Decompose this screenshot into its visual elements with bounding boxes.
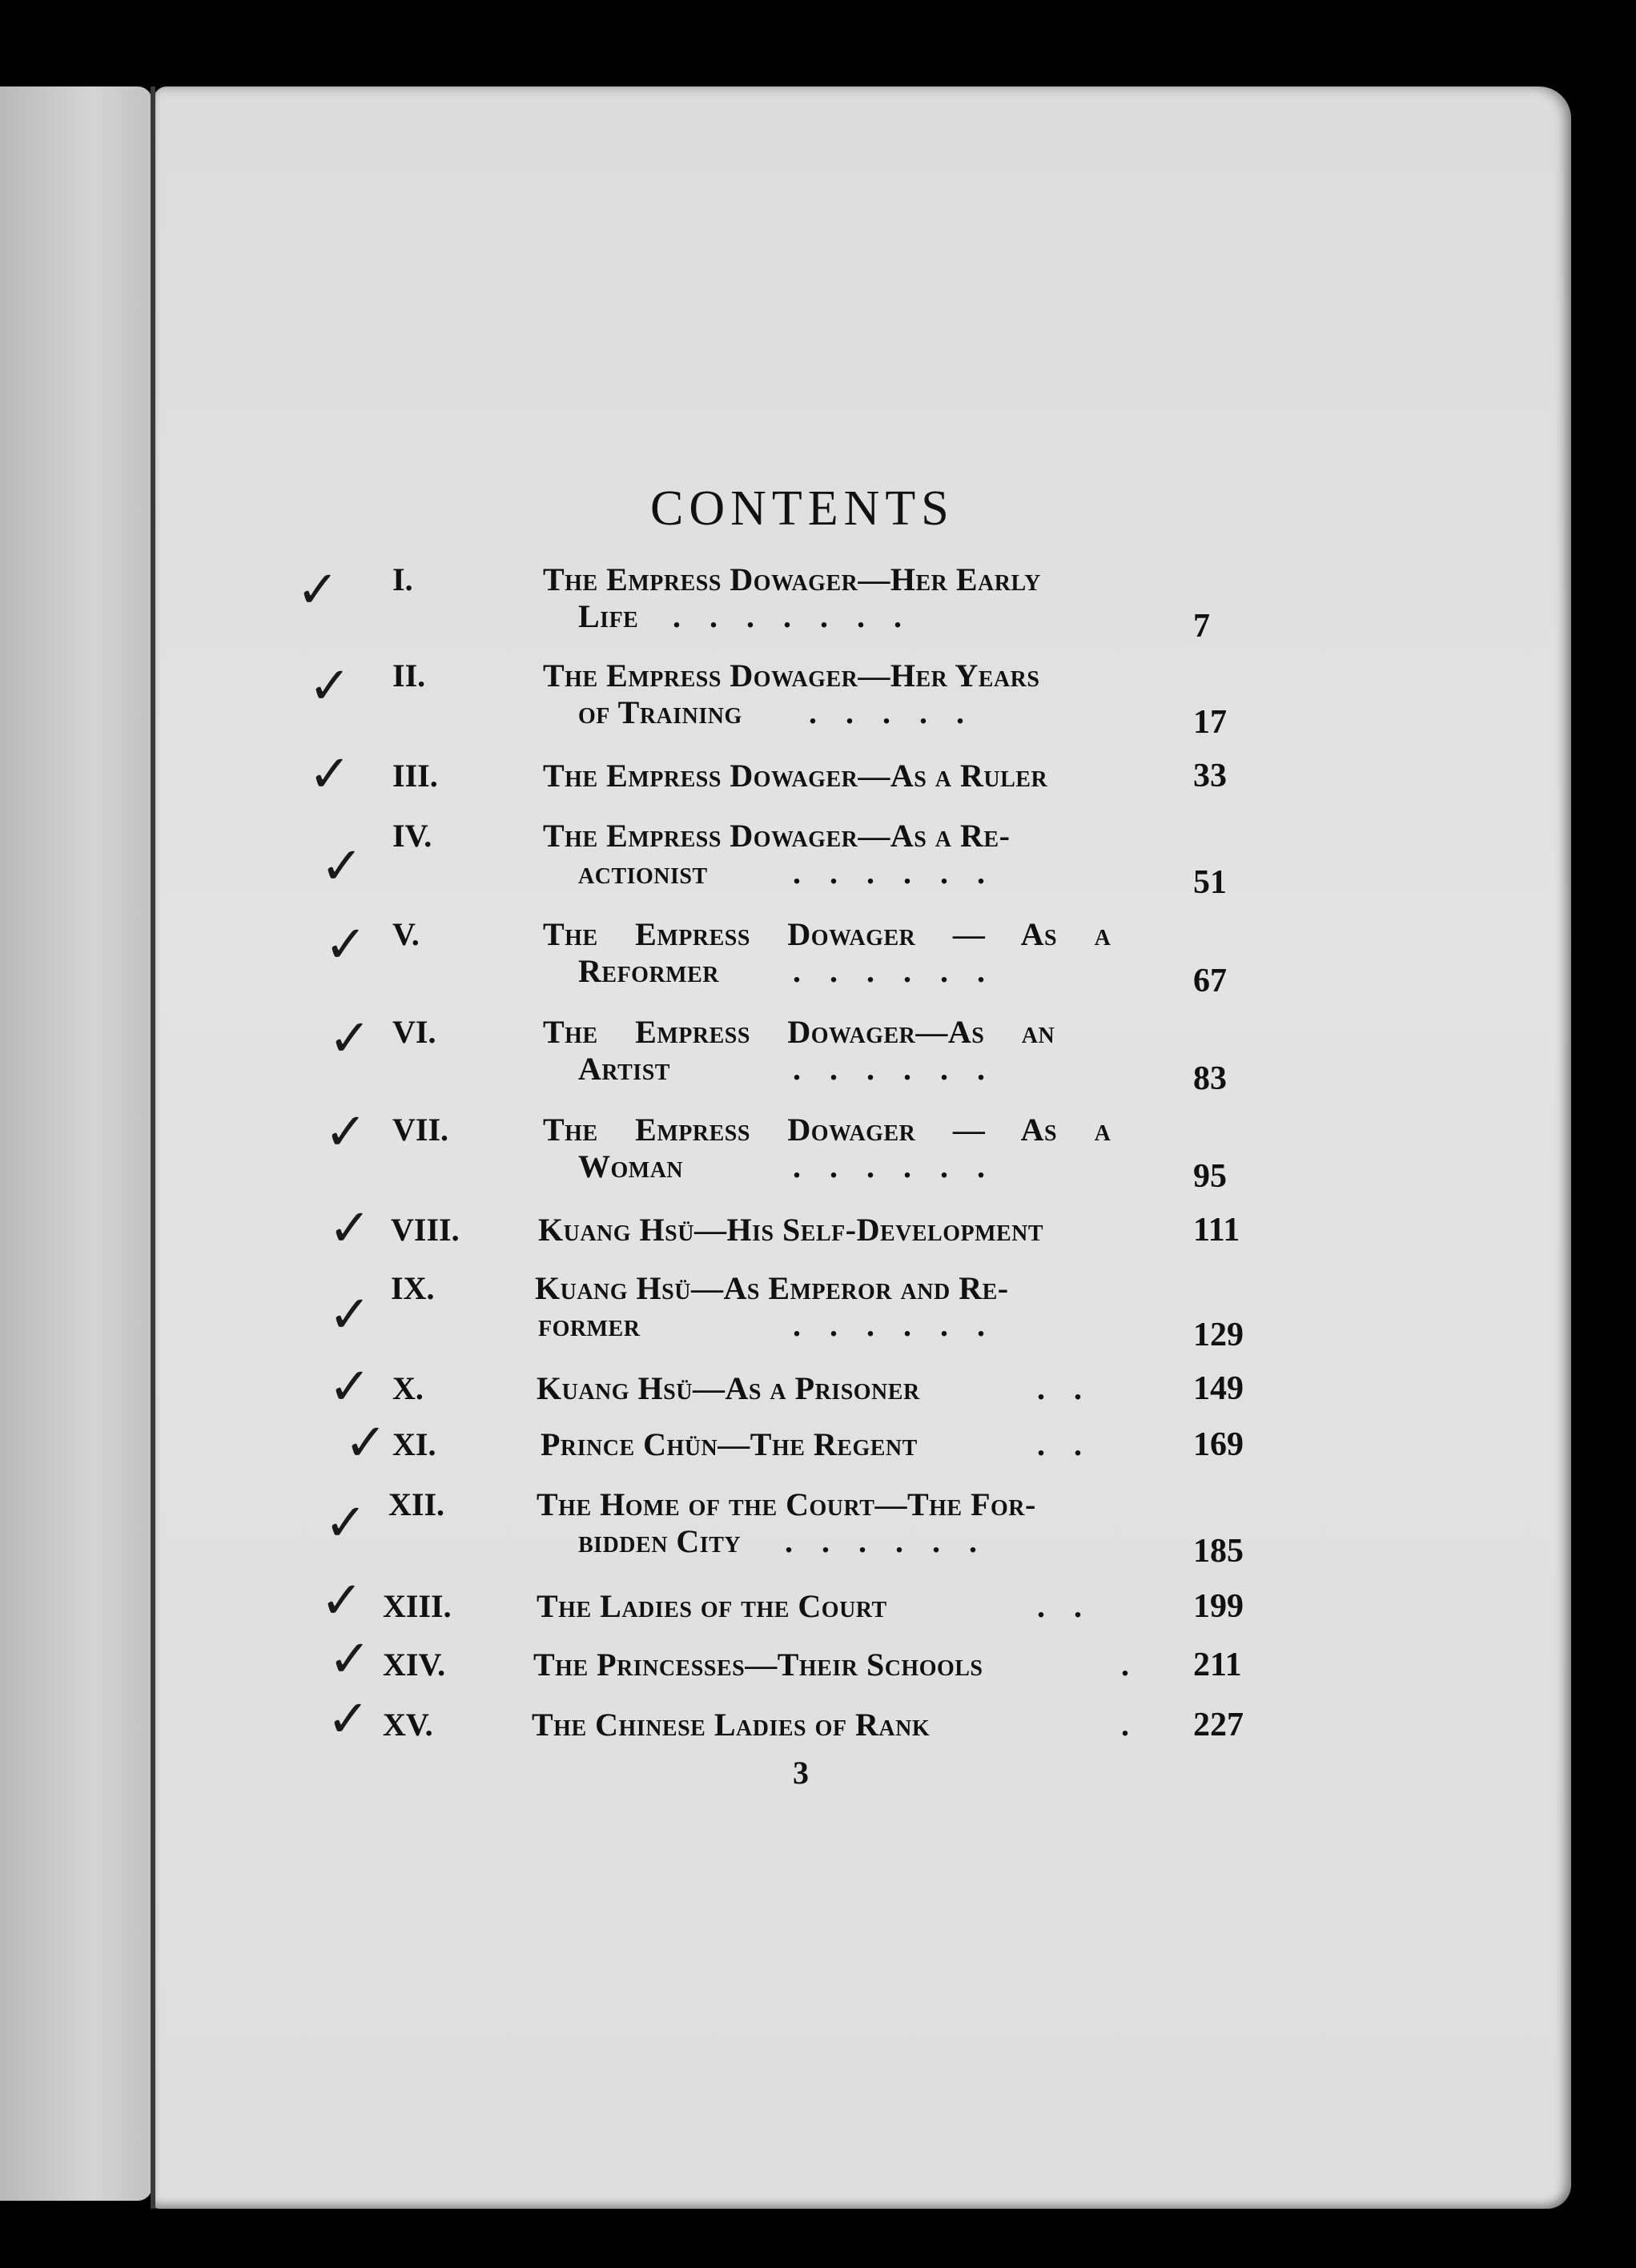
chapter-title: The Empress Dowager—Her Years (543, 657, 1040, 694)
chapter-numeral: XI. (392, 1426, 436, 1462)
chapter-title: The Chinese Ladies of Rank (532, 1707, 931, 1743)
page-ref: 185 (1193, 1533, 1244, 1570)
chapter-title: The Ladies of the Court (537, 1588, 887, 1624)
chapter-title: Kuang Hsü—His Self-Development (538, 1212, 1044, 1248)
leader-dots: .. (1037, 1588, 1111, 1624)
checkmark-icon: ✓ (324, 915, 368, 975)
leader-dots: ...... (793, 855, 1014, 891)
chapter-title: Kuang Hsü—As Emperor and Re- (535, 1270, 1009, 1306)
checkmark-icon: ✓ (327, 1690, 370, 1749)
chapter-title-continued: bidden City (578, 1523, 742, 1559)
leader-dots: ..... (809, 694, 993, 730)
page-ref: 67 (1193, 963, 1227, 999)
leader-dots: ...... (793, 1307, 1014, 1343)
checkmark-icon: ✓ (328, 1630, 372, 1689)
chapter-title-continued: former (538, 1307, 641, 1343)
chapter-numeral: VIII. (391, 1212, 460, 1248)
chapter-numeral: V. (392, 916, 420, 952)
chapter-numeral: X. (392, 1370, 424, 1406)
leader-dots: . (1121, 1707, 1158, 1743)
chapter-title-continued: actionist (578, 855, 708, 891)
chapter-title-continued: Artist (578, 1051, 670, 1087)
page-ref: 95 (1193, 1158, 1227, 1195)
chapter-title-continued: of Training (578, 694, 742, 730)
page-ref: 211 (1193, 1647, 1242, 1683)
page-ref: 149 (1193, 1370, 1244, 1407)
chapter-title: The Empress Dowager—As an (543, 1014, 1055, 1050)
contents-heading: CONTENTS (650, 481, 955, 536)
checkmark-icon: ✓ (296, 561, 340, 620)
leader-dots: .. (1037, 1426, 1111, 1462)
chapter-title-continued: Reformer (578, 953, 719, 989)
page-ref: 129 (1193, 1317, 1244, 1353)
chapter-title: The Empress Dowager—As a Ruler (543, 758, 1048, 794)
page-ref: 227 (1193, 1707, 1244, 1743)
chapter-numeral: VI. (392, 1014, 436, 1050)
checkmark-icon: ✓ (328, 1285, 372, 1345)
checkmark-icon: ✓ (324, 1103, 368, 1162)
checkmark-icon: ✓ (308, 745, 352, 804)
leader-dots: ...... (793, 1148, 1014, 1184)
chapter-numeral: XV. (383, 1707, 433, 1743)
leader-dots: ...... (785, 1523, 1006, 1559)
chapter-title: The Princesses—Their Schools (533, 1647, 983, 1683)
page-ref: 83 (1193, 1060, 1227, 1097)
chapter-numeral: II. (392, 657, 426, 694)
checkmark-icon: ✓ (328, 1009, 372, 1068)
chapter-numeral: III. (392, 758, 438, 794)
page-ref: 111 (1193, 1212, 1240, 1249)
checkmark-icon: ✓ (324, 1494, 368, 1553)
chapter-numeral: IV. (392, 818, 432, 854)
chapter-title-continued: Life (578, 598, 639, 634)
chapter-title: The Empress Dowager—As a Re- (543, 818, 1011, 854)
chapter-title-continued: Woman (578, 1148, 684, 1184)
checkmark-icon: ✓ (320, 837, 364, 896)
chapter-numeral: XIV. (383, 1647, 446, 1683)
leader-dots: ....... (673, 598, 931, 634)
chapter-title: Kuang Hsü—As a Prisoner (537, 1370, 920, 1406)
checkmark-icon: ✓ (328, 1357, 372, 1417)
page-ref: 17 (1193, 704, 1227, 741)
checkmark-icon: ✓ (308, 657, 352, 716)
chapter-numeral: IX. (391, 1270, 435, 1306)
chapter-numeral: XII. (388, 1486, 445, 1522)
chapter-title: The Empress Dowager — As a (543, 916, 1111, 952)
checkmark-icon: ✓ (328, 1199, 372, 1258)
leader-dots: ...... (793, 1051, 1014, 1087)
chapter-title: The Home of the Court—The For- (537, 1486, 1036, 1522)
page-ref: 7 (1193, 608, 1210, 645)
chapter-numeral: I. (392, 561, 413, 597)
checkmark-icon: ✓ (320, 1571, 364, 1631)
chapter-title: The Empress Dowager—Her Early (543, 561, 1041, 597)
page-ref: 51 (1193, 864, 1227, 901)
leader-dots: . (1121, 1647, 1158, 1683)
checkmark-icon: ✓ (344, 1413, 388, 1473)
page-number: 3 (793, 1755, 809, 1791)
chapter-numeral: VII. (392, 1112, 449, 1148)
chapter-title: The Empress Dowager — As a (543, 1112, 1111, 1148)
page-ref: 169 (1193, 1426, 1244, 1463)
chapter-numeral: XIII. (383, 1588, 452, 1624)
leader-dots: .. (1037, 1370, 1111, 1406)
facing-page-edge (0, 86, 152, 2201)
page-ref: 199 (1193, 1588, 1244, 1625)
chapter-title: Prince Chün—The Regent (541, 1426, 918, 1462)
book-gutter (151, 86, 155, 2209)
leader-dots: ...... (793, 953, 1014, 989)
page-ref: 33 (1193, 758, 1227, 794)
